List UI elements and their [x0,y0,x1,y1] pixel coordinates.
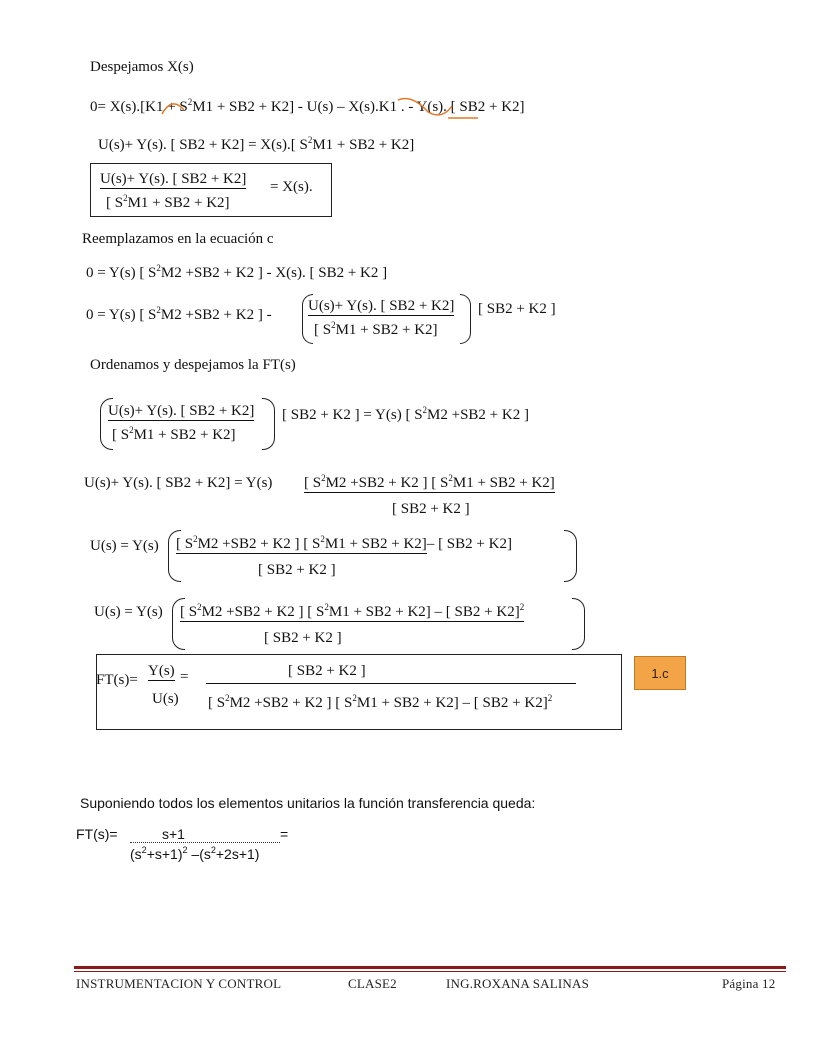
footer-rule-thick [74,966,786,969]
eq6-numerator: [ $S^2M2 +SB2 + K2$ ] [ $S^2M1 + SB2 + K2$] [304,473,555,491]
ft-numerator: [ SB2 + K2 ] [288,663,366,679]
eq4-right-bracket [460,294,471,344]
box1-numerator: U(s)+ Y(s). [ SB2 + K2] [100,171,247,187]
heading-despejamos: Despejamos X(s) [90,59,194,75]
eq8-right-bracket [572,598,585,650]
ft-denominator: [ $S^2M2 +SB2 + K2$ ] [ $S^2M1 + SB2 + K2$] – [ SB2 + K2]$^2$ [208,693,553,711]
eq8-numerator: [ $S^2M2 +SB2 + K2$ ] [ $S^2M1 + SB2 + K2$] – [ SB2 + K2]$^2$ [180,602,525,620]
final-ft-fraction-line [130,842,280,843]
equation-4-lhs: 0 = Y(s) [ $S^2M2 +SB2 + K2$ ] - [86,305,272,323]
eq4-rhs: [ SB2 + K2 ] [478,301,556,317]
equation-2: U(s)+ Y(s). [ SB2 + K2] = X(s).[ $S^2M1 + SB2 + K2$] [98,135,415,153]
eq8-denominator: [ SB2 + K2 ] [264,630,342,646]
eq6-denominator: [ SB2 + K2 ] [392,501,470,517]
footer-teacher: ING.ROXANA SALINAS [446,976,589,991]
final-ft-denominator: $(s^2+s+1)^2$ $-(s^2+2s+1)$ [130,845,260,862]
heading-ordenamos: Ordenamos y despejamos la FT(s) [90,357,296,373]
eq6-lhs: U(s)+ Y(s). [ SB2 + K2] = Y(s) [84,475,273,491]
final-ft-numerator: s+1 [162,826,185,842]
paragraph-suponiendo: Suponiendo todos los elementos unitarios la función transferencia queda: [80,795,536,811]
eq4-denominator: [ $S^2M1 + SB2 + K2$] [314,320,438,338]
handwritten-strike-marks [152,92,482,122]
ft-lhs: FT(s)= [96,672,138,688]
footer-page: Página 12 [722,976,776,991]
ft-fraction-line [206,683,576,684]
eq5-numerator: U(s)+ Y(s). [ SB2 + K2] [108,403,255,419]
box1-denominator: [ $S^2M1 + SB2 + K2$] [106,193,230,211]
final-ft-equals: = [280,826,289,842]
eq7-right-bracket [564,530,577,582]
footer-class: CLASE2 [348,976,397,991]
equation-1: $0= X(s).[K1 + S^2M1 + SB2 + K2] - U(s) - X(s).K1$ . - Y(s). [ SB2 + K2] [90,97,525,115]
eq7-numerator: [ $S^2M2 +SB2 + K2$ ] [ $S^2M1 + SB2 + K2]-$ [ SB2 + K2] [176,534,512,552]
ft-u: U(s) [152,691,179,707]
eq7-lhs: U(s) = Y(s) [90,538,159,554]
equation-tag-label: 1.c [634,656,686,690]
footer-rule-thin [74,971,786,972]
page-number: 12 [762,976,776,991]
eq5-denominator: [ $S^2M1 + SB2 + K2$] [112,425,236,443]
eq8-lhs: U(s) = Y(s) [94,604,163,620]
eq5-rhs: [ SB2 + K2 ] = Y(s) [ $S^2M2 +SB2 + K2$ ] [282,405,529,423]
heading-reemplazamos: Reemplazamos en la ecuación c [82,231,274,247]
equation-3: 0 = Y(s) [ $S^2M2 +SB2 + K2$ ] - X(s). [ SB2 + K2 ] [86,263,388,281]
box1-rhs: = X(s). [270,179,313,195]
final-ft-lhs: FT(s)= [76,826,118,842]
eq4-numerator: U(s)+ Y(s). [ SB2 + K2] [308,298,455,314]
ft-y: Y(s) [148,663,175,679]
eq5-right-bracket [262,398,275,450]
footer-course: INSTRUMENTACION Y CONTROL [76,976,282,991]
eq7-denominator: [ SB2 + K2 ] [258,562,336,578]
ft-equals: = [180,669,189,685]
